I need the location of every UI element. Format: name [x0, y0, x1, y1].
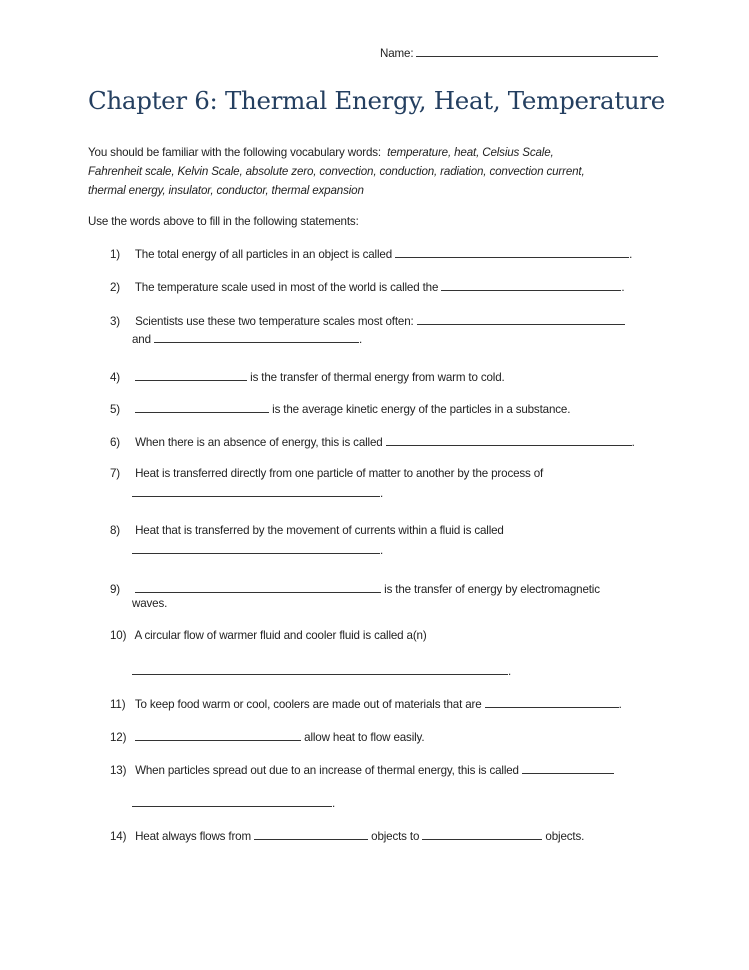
question-number: 9) [110, 583, 121, 596]
question-text: The total energy of all particles in an object is called [134, 248, 392, 261]
question-number: 11) [110, 698, 126, 711]
question-text: objects. [545, 830, 585, 843]
name-input-line[interactable] [416, 45, 658, 57]
question-number: 1) [110, 248, 121, 261]
vocab-words: thermal energy, insulator, conductor, thermal expansion [88, 184, 364, 197]
question-text: When particles spread out due to an increase of thermal energy, this is called [135, 764, 519, 777]
question-number: 6) [110, 436, 121, 449]
question-text: Heat that is transferred by the movement of currents within a fluid is called [135, 524, 504, 537]
punctuation: . [380, 544, 384, 557]
answer-blank[interactable] [154, 331, 359, 343]
question-8-line2 [132, 542, 383, 558]
question-9-line2: waves. [132, 597, 168, 610]
answer-blank[interactable] [417, 313, 625, 325]
question-text: is the transfer of thermal energy from warm to cold. [250, 371, 505, 384]
question-number: 2) [110, 281, 121, 294]
answer-blank[interactable] [132, 663, 508, 675]
question-3 [110, 313, 625, 329]
question-11 [110, 696, 622, 712]
answer-blank[interactable] [132, 795, 332, 807]
answer-blank[interactable] [485, 696, 619, 708]
question-text: allow heat to flow easily. [304, 731, 425, 744]
vocab-words: temperature, heat, Celsius Scale, [387, 146, 554, 159]
question-7-line2 [132, 485, 383, 501]
question-1 [110, 246, 632, 262]
question-text: Heat is transferred directly from one particle of matter to another by the process of [135, 467, 544, 480]
question-text: and [132, 333, 151, 346]
question-text: A circular flow of warmer fluid and cooler fluid is called a(n) [134, 629, 427, 642]
punctuation: . [618, 698, 622, 711]
question-text: Scientists use these two temperature scales most often: [135, 315, 414, 328]
name-field-row [380, 45, 658, 61]
punctuation: . [380, 487, 384, 500]
answer-blank[interactable] [441, 279, 621, 291]
question-number: 13) [110, 764, 127, 777]
question-text: is the transfer of energy by electromagnetic [384, 583, 600, 596]
punctuation: . [508, 665, 512, 678]
question-10 [110, 629, 427, 643]
answer-blank[interactable] [135, 369, 247, 381]
punctuation: . [629, 248, 633, 261]
answer-blank[interactable] [422, 828, 542, 840]
answer-blank[interactable] [132, 542, 380, 554]
answer-blank[interactable] [135, 729, 301, 741]
question-6 [110, 434, 635, 450]
question-9 [110, 581, 600, 597]
question-text: objects to [371, 830, 420, 843]
question-2 [110, 279, 624, 295]
question-14 [110, 828, 584, 844]
question-number: 7) [110, 467, 121, 480]
vocab-intro-line3 [88, 184, 364, 198]
answer-blank[interactable] [132, 485, 380, 497]
question-text: When there is an absence of energy, this is called [135, 436, 383, 449]
question-12 [110, 729, 424, 745]
question-text: To keep food warm or cool, coolers are made out of materials that are [134, 698, 482, 711]
punctuation: . [631, 436, 635, 449]
question-number: 10) [110, 629, 127, 642]
answer-blank[interactable] [254, 828, 368, 840]
question-number: 14) [110, 830, 127, 843]
answer-blank[interactable] [522, 762, 614, 774]
question-number: 5) [110, 403, 121, 416]
question-4 [110, 369, 505, 385]
answer-blank[interactable] [386, 434, 632, 446]
answer-blank[interactable] [135, 401, 269, 413]
question-8 [110, 524, 504, 538]
question-text: The temperature scale used in most of the world is called the [134, 281, 439, 294]
vocab-intro-line1 [88, 146, 554, 160]
name-label: Name: [380, 47, 414, 60]
punctuation: . [332, 797, 336, 810]
question-number: 12) [110, 731, 127, 744]
question-3-line2 [132, 331, 362, 347]
question-text: Heat always flows from [135, 830, 251, 843]
question-13 [110, 762, 614, 778]
punctuation: . [621, 281, 625, 294]
vocab-lead: You should be familiar with the following vocabulary words: [88, 146, 381, 159]
answer-blank[interactable] [395, 246, 629, 258]
question-text: is the average kinetic energy of the particles in a substance. [272, 403, 571, 416]
question-number: 3) [110, 315, 121, 328]
vocab-intro-line2 [88, 165, 585, 179]
vocab-words: Fahrenheit scale, Kelvin Scale, absolute zero, convection, conduction, radiation, convection current, [88, 165, 585, 178]
question-13-line2 [132, 795, 335, 811]
answer-blank[interactable] [135, 581, 381, 593]
instructions: Use the words above to fill in the following statements: [88, 215, 359, 228]
question-7 [110, 467, 543, 481]
question-10-line2 [132, 663, 511, 679]
page-title: Chapter 6: Thermal Energy, Heat, Temperature [88, 86, 666, 115]
question-number: 4) [110, 371, 121, 384]
question-5 [110, 401, 570, 417]
question-number: 8) [110, 524, 121, 537]
punctuation: . [358, 333, 363, 346]
